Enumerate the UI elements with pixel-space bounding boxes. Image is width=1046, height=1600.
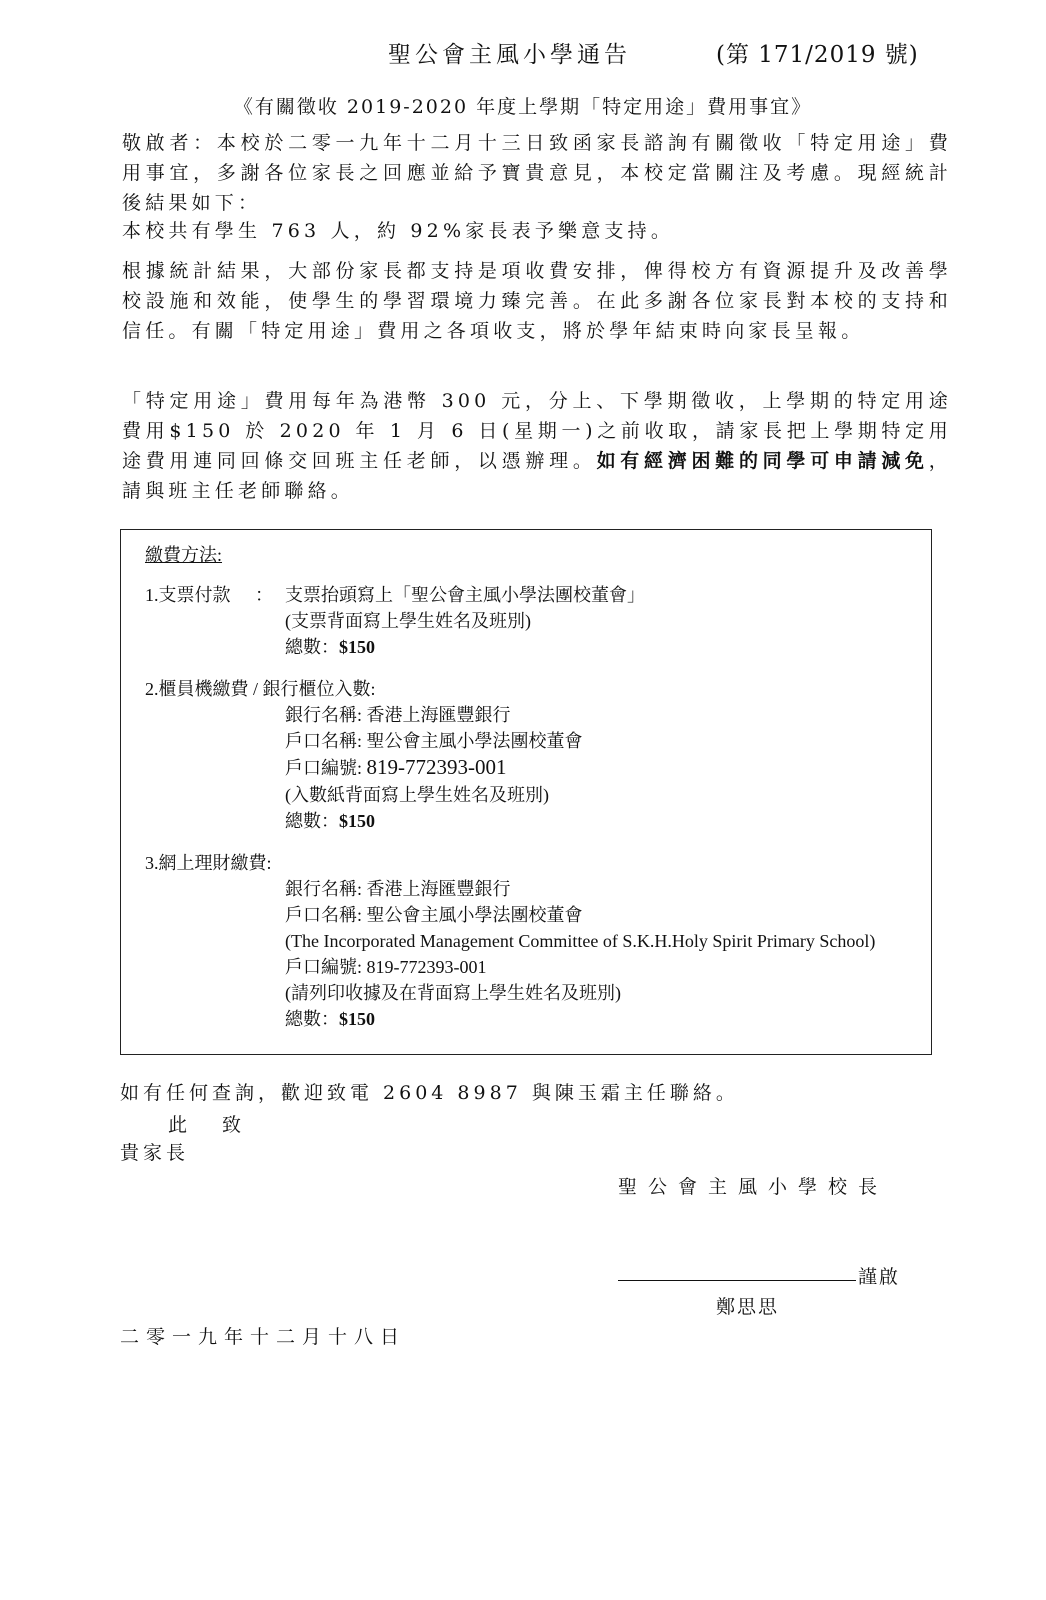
cheque-payee: 支票抬頭寫上「聖公會主風小學法團校董會」 (285, 585, 645, 605)
paragraph-statistics: 本校共有學生 763 人，約 92%家長表予樂意支持。 (122, 220, 675, 242)
atm-account-name: 戶口名稱: 聖公會主風小學法團校董會 (285, 731, 583, 751)
atm-total (285, 808, 375, 834)
salutation-this: 此 (168, 1114, 192, 1136)
notice-subtitle: 《有關徵收 2019-2020 年度上學期「特定用途」費用事宜》 (233, 96, 813, 118)
paragraph-fee (122, 386, 952, 506)
notice-number: (第 171/2019 號) (716, 42, 919, 68)
payment-heading: 繳費方法: (145, 545, 223, 565)
online-total (285, 1006, 375, 1032)
atm-note: (入數紙背面寫上學生姓名及班別) (285, 785, 549, 805)
online-account-name-en: (The Incorporated Management Committee of S.K.H.Holy Spirit Primary School) (285, 931, 876, 951)
sender: 聖公會主風小學校長 (618, 1176, 889, 1198)
fee-waiver-text: 如有經濟困難的同學可申請減免 (596, 450, 929, 472)
recipient: 貴家長 (120, 1142, 190, 1164)
online-total-amount: $150 (339, 1009, 375, 1029)
paragraph-intro: 敬啟者：本校於二零一九年十二月十三日致函家長諮詢有關徵收「特定用途」費用事宜，多謝各位家長之回應並給予寶貴意見，本校定當關注及考慮。現經統計後結果如下： (122, 132, 952, 214)
online-account-name: 戶口名稱: 聖公會主風小學法團校董會 (285, 905, 583, 925)
online-label: 3.網上理財繳費: (145, 853, 272, 873)
signatory: 鄭思思 (716, 1296, 780, 1318)
atm-bank: 銀行名稱: 香港上海匯豐銀行 (285, 705, 511, 725)
atm-total-label: 總數： (285, 811, 339, 831)
notice-date: 二零一九年十二月十八日 (120, 1326, 407, 1348)
atm-total-amount: $150 (339, 811, 375, 831)
cheque-colon: ： (255, 585, 273, 605)
enquiry-line: 如有任何查詢，歡迎致電 2604 8987 與陳玉霜主任聯絡。 (120, 1082, 739, 1104)
fee-contact-text: ，請與班主任老師聯絡。 (122, 450, 952, 502)
cheque-total-amount: $150 (339, 637, 375, 657)
notice-title: 聖公會主風小學通告 (388, 42, 631, 68)
cheque-total (285, 634, 375, 660)
signature-line (618, 1280, 856, 1281)
notice-header (0, 36, 1046, 76)
online-bank: 銀行名稱: 香港上海匯豐銀行 (285, 879, 511, 899)
online-total-label: 總數： (285, 1009, 339, 1029)
atm-label: 2.櫃員機繳費 / 銀行櫃位入數: (145, 679, 376, 699)
payment-methods-box (120, 529, 932, 1055)
cheque-total-label: 總數： (285, 637, 339, 657)
fee-text: 「特定用途」費用每年為港幣 300 元，分上、下學期徵收，上學期的特定用途費用$150 於 2020 年 1 月 6 日(星期一)之前收取，請家長把上學期特定用途費用連同回條交回班主任老師，以憑辦理。 (122, 390, 952, 472)
online-account-number: 戶口編號: 819-772393-001 (285, 957, 487, 977)
cheque-label: 1.支票付款 (145, 585, 231, 605)
salutation-to: 致 (222, 1114, 246, 1136)
closing: 謹啟 (858, 1266, 901, 1288)
cheque-note: (支票背面寫上學生姓名及班別) (285, 611, 531, 631)
atm-account-number (285, 754, 507, 781)
online-note: (請列印收據及在背面寫上學生姓名及班別) (285, 983, 621, 1003)
atm-account-number-value: 819-772393-001 (366, 755, 507, 779)
atm-account-number-label: 戶口編號: (285, 758, 367, 778)
paragraph-result: 根據統計結果，大部份家長都支持是項收費安排，俾得校方有資源提升及改善學校設施和效能，使學生的學習環境力臻完善。在此多謝各位家長對本校的支持和信任。有關「特定用途」費用之各項收支，將於學年結束時向家長呈報。 (122, 260, 952, 342)
